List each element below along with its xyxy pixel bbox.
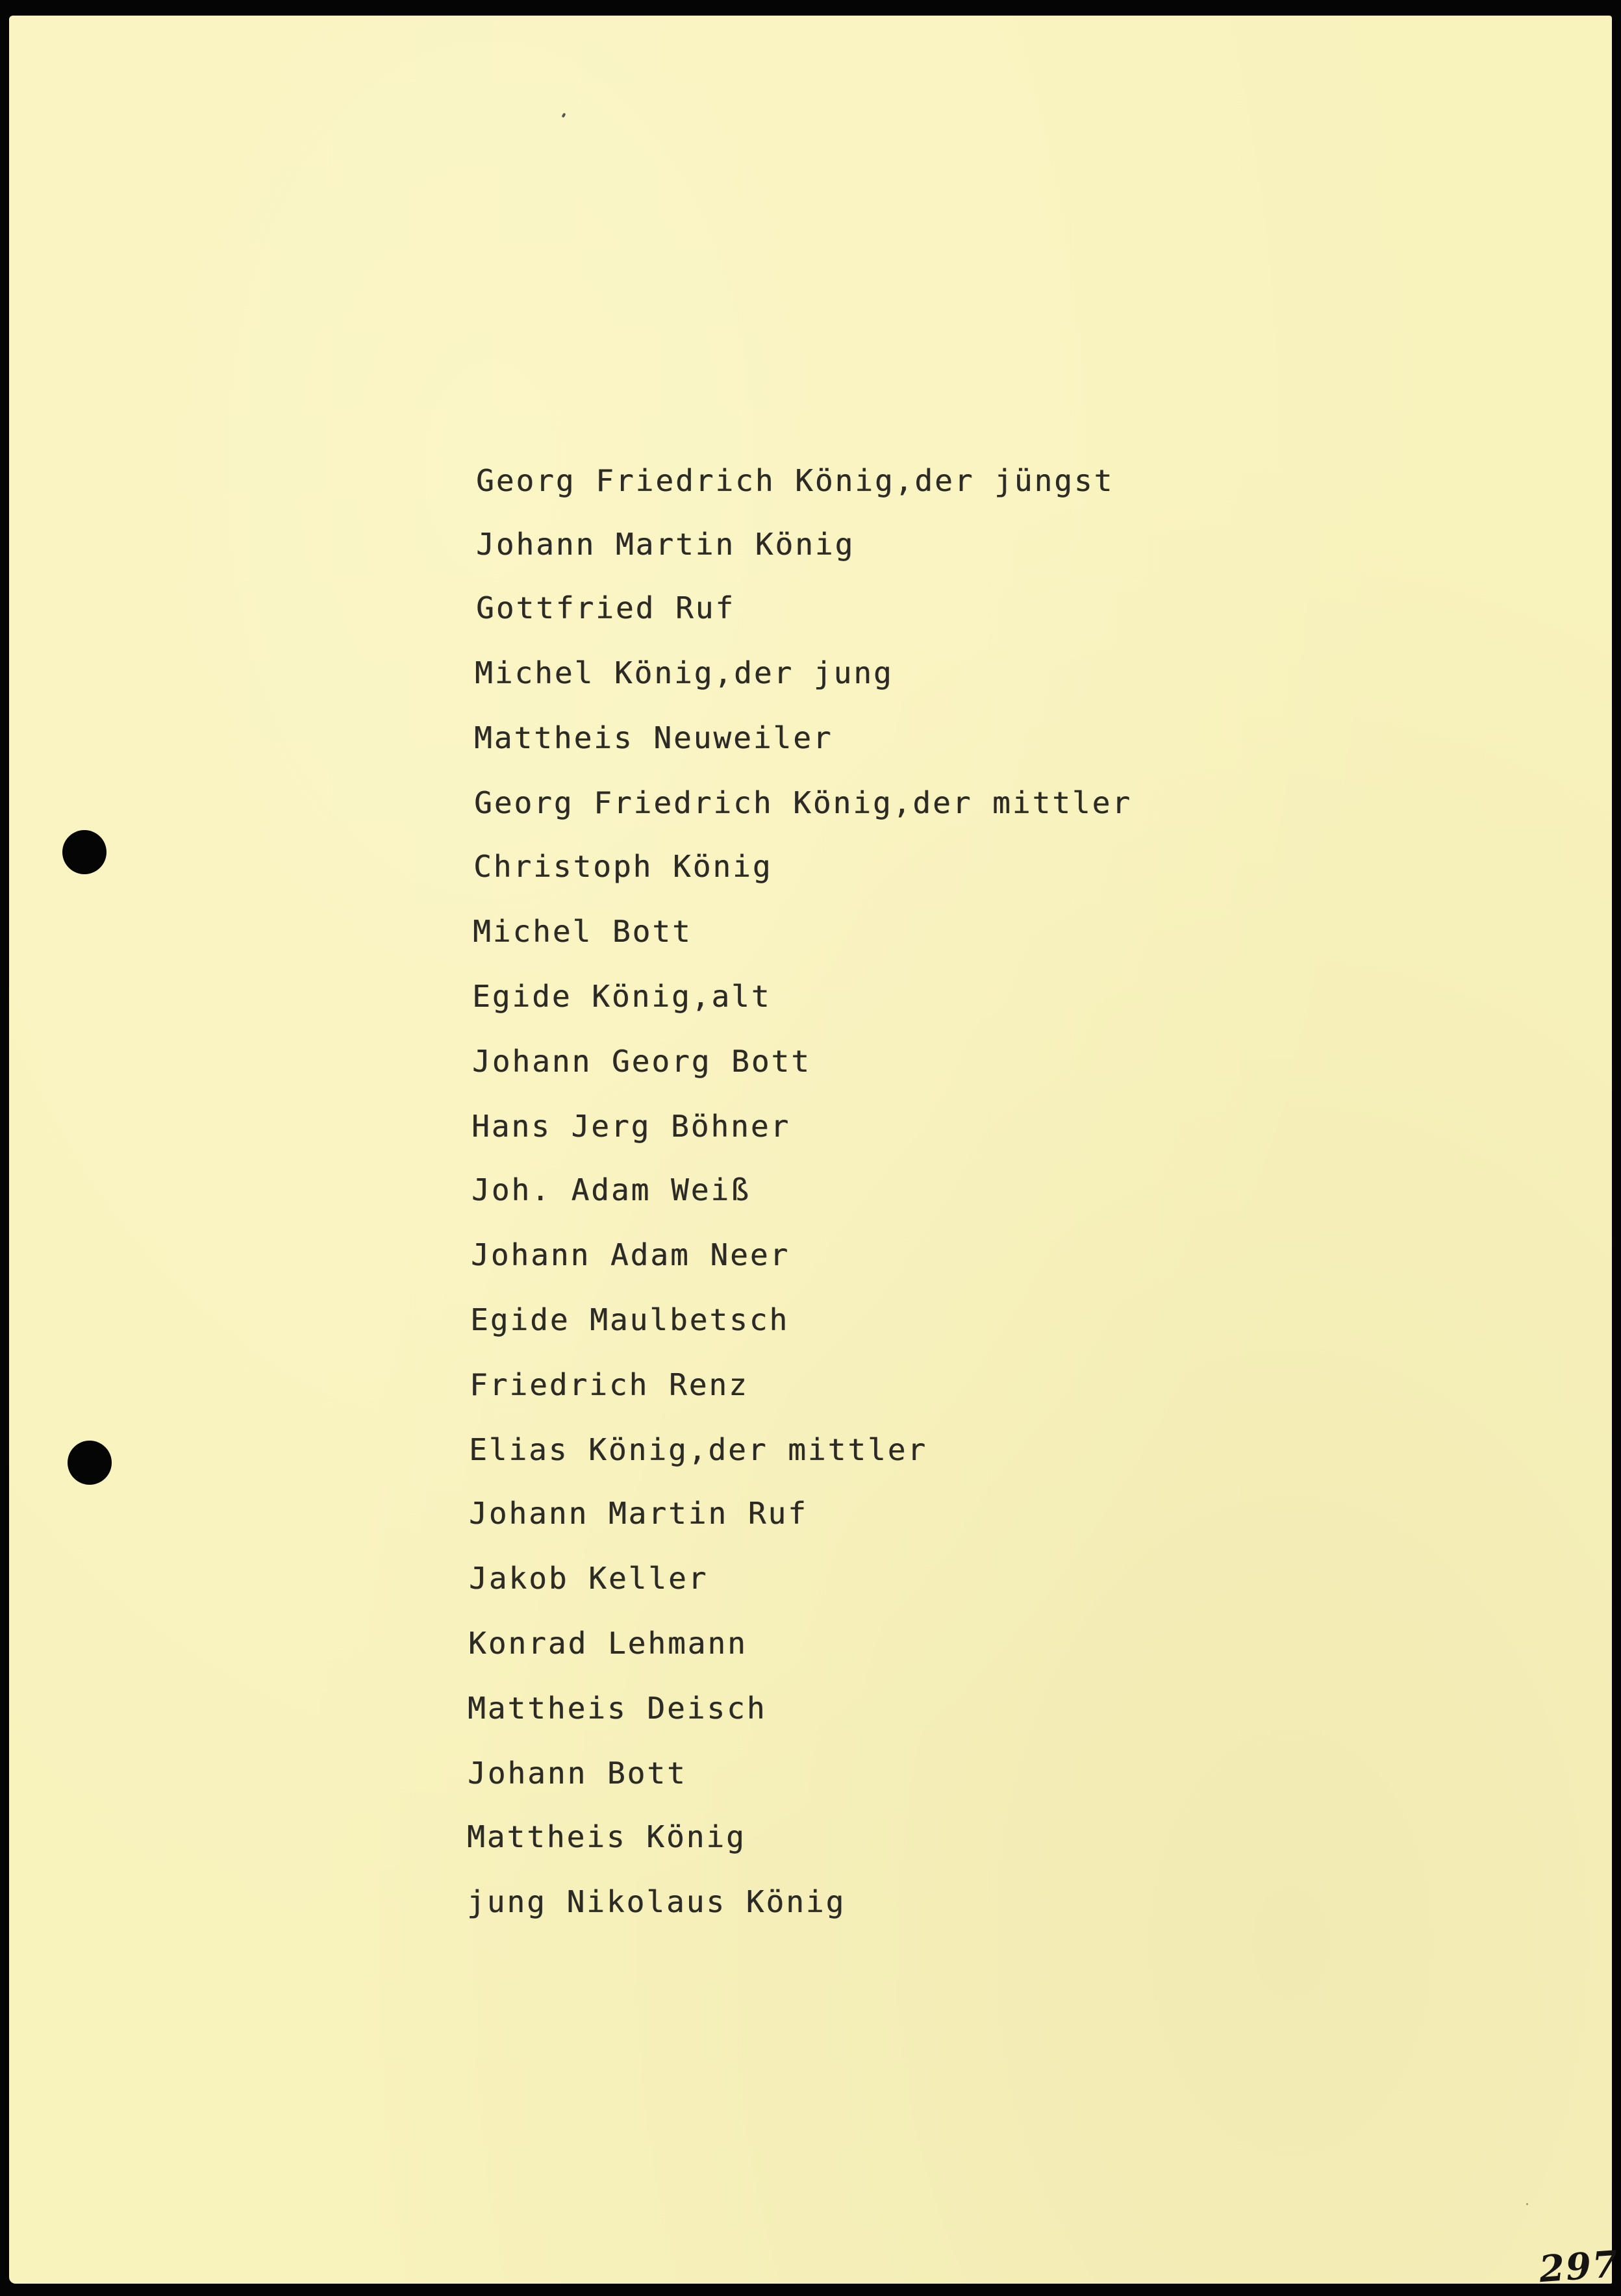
name-entry: Johann Bott — [468, 1756, 687, 1791]
name-entry: Egide Maulbetsch — [470, 1302, 790, 1337]
name-entry: Johann Georg Bott — [472, 1044, 811, 1079]
name-entry: Mattheis Neuweiler — [474, 720, 833, 755]
name-entry: Friedrich Renz — [470, 1367, 749, 1402]
name-entry: Georg Friedrich König,der jüngst — [476, 463, 1114, 498]
paper-sheet — [9, 16, 1612, 2284]
punch-hole-upper — [62, 830, 107, 874]
folio-number: 297 — [1537, 2242, 1621, 2291]
name-entry: jung Nikolaus König — [467, 1884, 846, 1919]
name-entry: Georg Friedrich König,der mittler — [474, 785, 1132, 820]
name-entry: Gottfried Ruf — [476, 590, 736, 625]
name-entry: Konrad Lehmann — [468, 1626, 748, 1661]
name-entry: Michel Bott — [473, 914, 692, 949]
name-entry: Egide König,alt — [472, 979, 772, 1014]
name-entry: Mattheis Deisch — [468, 1691, 767, 1726]
name-entry: Hans Jerg Böhner — [471, 1109, 791, 1144]
name-entry: Christoph König — [473, 849, 773, 884]
name-entry: Johann Adam Neer — [471, 1237, 790, 1272]
name-entry: Johann Martin König — [476, 527, 855, 562]
punch-hole-lower — [68, 1441, 112, 1485]
name-entry: Johann Martin Ruf — [469, 1496, 808, 1531]
name-entry: Joh. Adam Weiß — [471, 1172, 751, 1207]
name-entry: Michel König,der jung — [475, 655, 894, 690]
name-entry: Jakob Keller — [469, 1561, 709, 1596]
name-entry: Elias König,der mittler — [469, 1432, 927, 1467]
name-entry: Mattheis König — [467, 1819, 746, 1854]
